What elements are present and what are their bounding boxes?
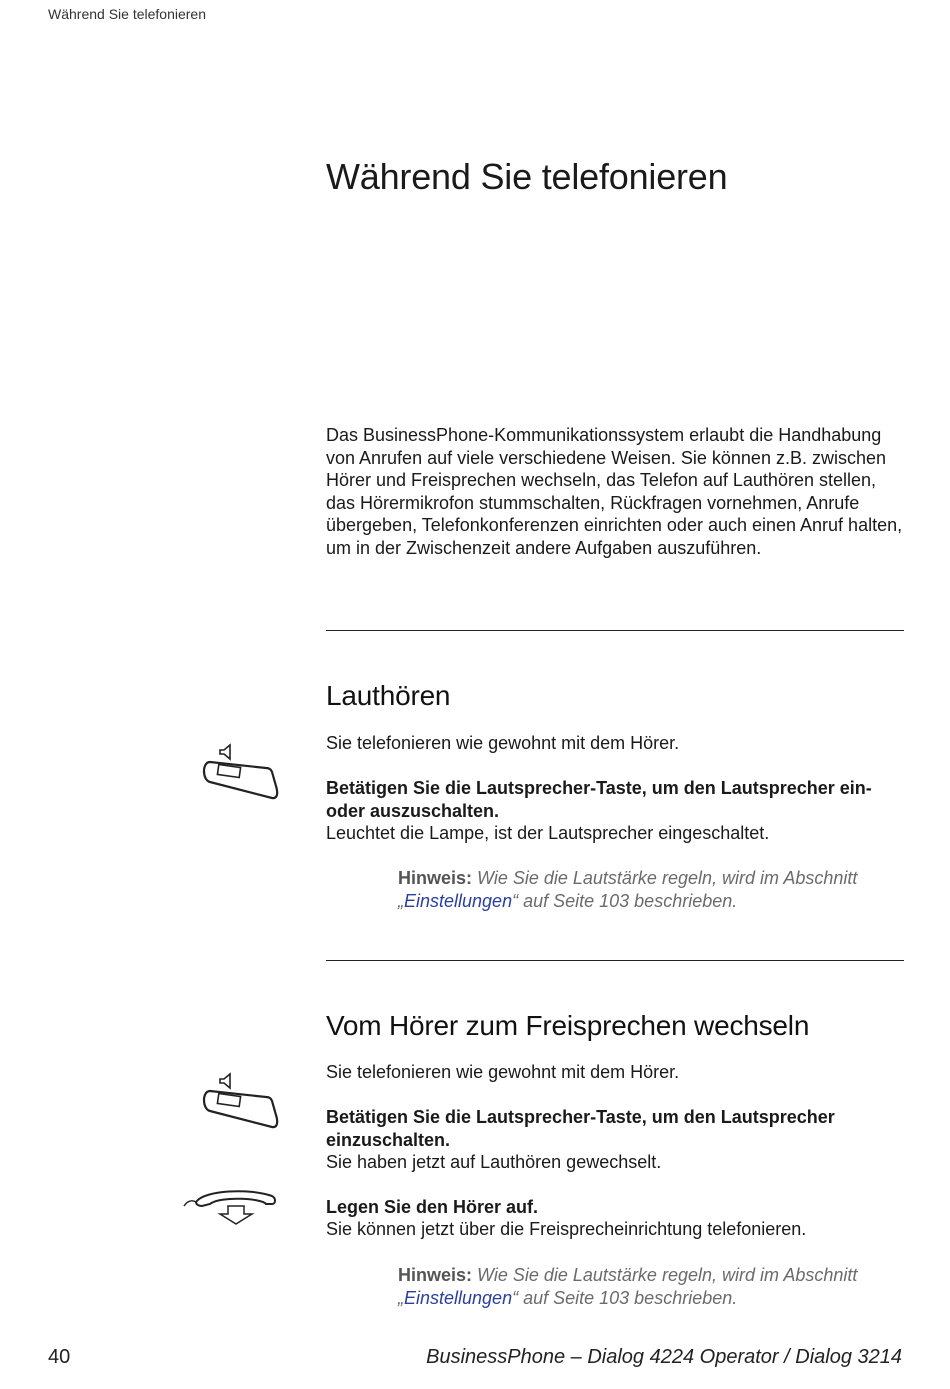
note-link-einstellungen[interactable]: Einstellungen (404, 1287, 513, 1308)
intro-paragraph: Das BusinessPhone-Kommunikationssystem erlaubt die Handhabung von Anrufen auf viele verschiedene Weisen. Sie können z.B. zwischen Hörer und Freisprechen wechseln, das Telefon auf Lauthören stellen, das Hörermikrofon stummschalten, Rückfragen vornehmen, Anrufe übergeben, Telefonkonferenzen einrichten oder auch einen Anruf halten, um in der Zwischenzeit andere Aufgaben auszuführen. (326, 425, 903, 558)
note-text-pre: Wie Sie die Lautstärke regeln, wird im Abschnitt „ (398, 868, 858, 911)
section2-step2-instruction: Betätigen Sie die Lautsprecher-Taste, um den Lautsprecher einzuschalten. (326, 1107, 835, 1150)
note-text-post: “ auf Seite 103 beschrieben. (512, 1287, 738, 1308)
section1-step2-result: Leuchtet die Lampe, ist der Lautsprecher eingeschaltet. (326, 823, 770, 843)
section2-step3-result: Sie können jetzt über die Freisprecheinrichtung telefonieren. (326, 1219, 807, 1239)
handset-down-icon (180, 1186, 280, 1226)
section-title-freisprechen: Vom Hörer zum Freisprechen wechseln (326, 1010, 810, 1041)
section2-step3-instruction: Legen Sie den Hörer auf. (326, 1197, 539, 1217)
section2-step2-result: Sie haben jetzt auf Lauthören gewechselt. (326, 1152, 662, 1172)
note-label: Hinweis: (398, 1265, 473, 1285)
section1-note (398, 867, 908, 912)
section1-step2-instruction: Betätigen Sie die Lautsprecher-Taste, um den Lautsprecher ein- oder auszuschalten. (326, 778, 872, 821)
running-header: Während Sie telefonieren (48, 6, 206, 22)
page-title: Während Sie telefonieren (326, 156, 728, 197)
speaker-key-icon (180, 742, 280, 804)
note-link-einstellungen[interactable]: Einstellungen (404, 890, 513, 911)
page-number: 40 (48, 1346, 71, 1368)
section1-step1: Sie telefonieren wie gewohnt mit dem Hörer. (326, 733, 680, 753)
divider (326, 960, 904, 961)
speaker-key-icon (180, 1071, 280, 1133)
note-text-pre: Wie Sie die Lautstärke regeln, wird im Abschnitt „ (398, 1265, 858, 1308)
footer-product-title: BusinessPhone – Dialog 4224 Operator / Dialog 3214 (426, 1346, 902, 1368)
note-text-post: “ auf Seite 103 beschrieben. (512, 890, 738, 911)
section2-note (398, 1264, 908, 1309)
section2-step1: Sie telefonieren wie gewohnt mit dem Hörer. (326, 1062, 680, 1082)
divider (326, 630, 904, 631)
section-title-lauthoeren: Lauthören (326, 680, 451, 711)
note-label: Hinweis: (398, 868, 473, 888)
